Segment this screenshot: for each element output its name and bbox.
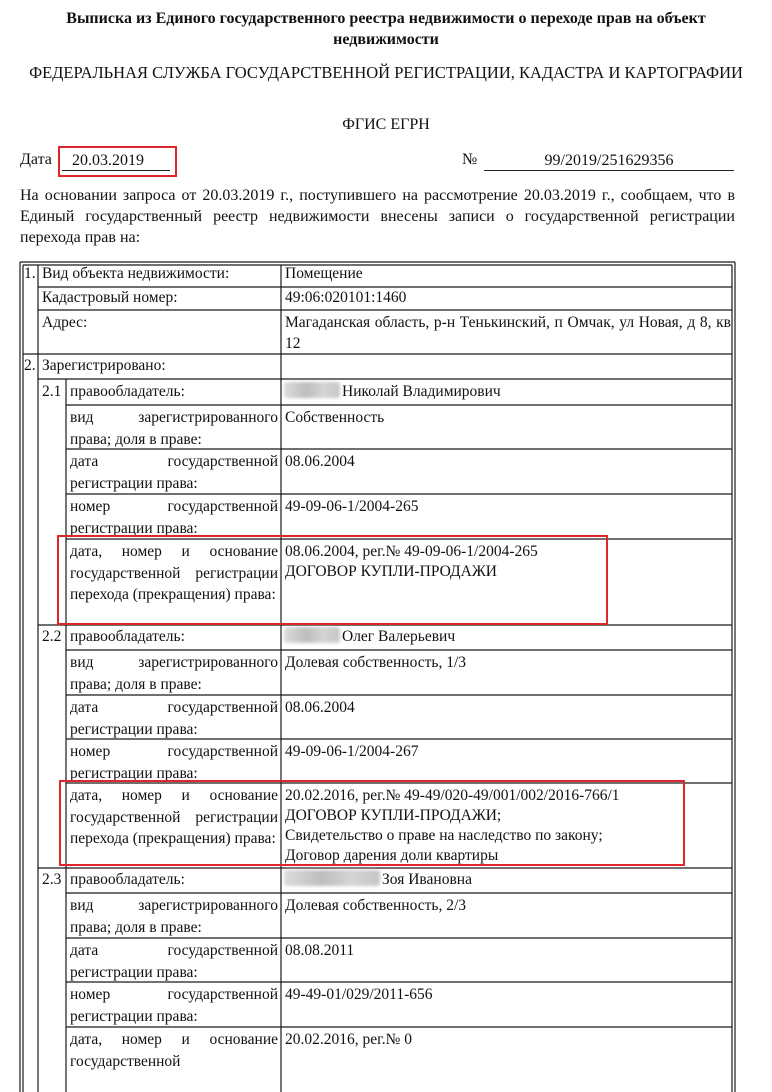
cadastral-number-label: Кадастровый номер: [42,289,178,306]
transfer-line: 20.02.2016, рег.№ 49-49/020-49/001/002/2016-766/1 [285,787,620,804]
reg-number-value: 49-09-06-1/2004-265 [285,498,419,515]
redacted-surname [284,627,340,643]
reg-number-value: 49-09-06-1/2004-267 [285,743,419,760]
reg-number-label: номер государственной регистрации права: [70,498,278,537]
reg-number-label: номер государственной регистрации права: [70,986,278,1025]
reg-date-label: дата государственной регистрации права: [70,942,278,981]
reg-date-label: дата государственной регистрации права: [70,699,278,738]
reg-date-value: 08.06.2004 [285,699,355,716]
holder-2-3-name [284,870,472,891]
holder-name-text: Зоя Ивановна [382,871,472,888]
transfer-line: ДОГОВОР КУПЛИ-ПРОДАЖИ; [285,807,502,824]
reg-date-value: 08.08.2011 [285,942,355,959]
holder-2-2-number: 2.2 [42,628,62,645]
transfer-label: дата, номер и основание государственной регистрации перехода (прекращения) права: [70,543,278,603]
transfer-line: ДОГОВОР КУПЛИ-ПРОДАЖИ [285,563,497,580]
transfer-line: 08.06.2004, рег.№ 49-09-06-1/2004-265 [285,543,538,560]
holder-label: правообладатель: [70,628,185,645]
right-type-label: вид зарегистрированного права; доля в праве: [70,897,278,936]
holder-2-1-name [284,382,501,403]
transfer-line: Свидетельство о праве на наследство по закону; [285,827,603,844]
transfer-line: 20.02.2016, рег.№ 0 [285,1031,413,1048]
transfer-highlight-box-1 [57,535,608,625]
reg-date-label: дата государственной регистрации права: [70,453,278,492]
transfer-label: дата, номер и основание государственной регистрации перехода (прекращения) права: [70,787,278,847]
holder-label: правообладатель: [70,383,185,400]
transfer-label: дата, номер и основание государственной [70,1031,278,1070]
reg-number-label: номер государственной регистрации права: [70,743,278,782]
holder-2-1-number: 2.1 [42,383,62,400]
right-type-value: Долевая собственность, 2/3 [285,897,467,914]
reg-date-value: 08.06.2004 [285,453,355,470]
transfer-line: Договор дарения доли квартиры [285,847,499,864]
cadastral-number-value: 49:06:020101:1460 [285,289,407,306]
date-label: Дата [20,151,52,168]
holder-2-2-name [284,627,455,648]
system-name: ФГИС ЕГРН [342,116,430,133]
holder-name-text: Николай Владимирович [342,383,501,400]
redacted-surname [284,382,340,398]
number-label: № [462,151,478,168]
document-title: Выписка из Единого государственного реестра недвижимости о переходе прав на объект недвижимости [66,10,706,48]
holder-label: правообладатель: [70,871,185,888]
right-type-label: вид зарегистрированного права; доля в праве: [70,409,278,448]
reg-number-value: 49-49-01/029/2011-656 [285,986,433,1003]
redacted-surname [284,870,380,886]
section-2-number: 2. [24,357,36,374]
right-type-value: Долевая собственность, 1/3 [285,654,467,671]
intro-paragraph: На основании запроса от 20.03.2019 г., поступившего на рассмотрение 20.03.2019 г., сообщаем, что в Единый государственный реестр недвижимости внесены записи о государственной регистрации перехода прав на: [20,187,735,246]
document-number: 99/2019/251629356 [484,151,734,171]
date-highlight-box [58,146,177,177]
date-value: 20.03.2019 [62,151,170,171]
registered-label: Зарегистрировано: [42,357,166,374]
transfer-highlight-box-2 [59,780,685,866]
object-type-label: Вид объекта недвижимости: [42,265,230,282]
address-value: Магаданская область, р-н Тенькинский, п Омчак, ул Новая, д 8, кв 12 [285,314,731,352]
section-1-number: 1. [24,265,36,282]
holder-name-text: Олег Валерьевич [342,628,456,645]
address-label: Адрес: [42,314,88,331]
agency-name: ФЕДЕРАЛЬНАЯ СЛУЖБА ГОСУДАРСТВЕННОЙ РЕГИСТРАЦИИ, КАДАСТРА И КАРТОГРАФИИ [29,63,743,82]
right-type-value: Собственность [285,409,385,426]
holder-2-3-number: 2.3 [42,871,62,888]
object-type-value: Помещение [285,265,363,282]
right-type-label: вид зарегистрированного права; доля в праве: [70,654,278,693]
